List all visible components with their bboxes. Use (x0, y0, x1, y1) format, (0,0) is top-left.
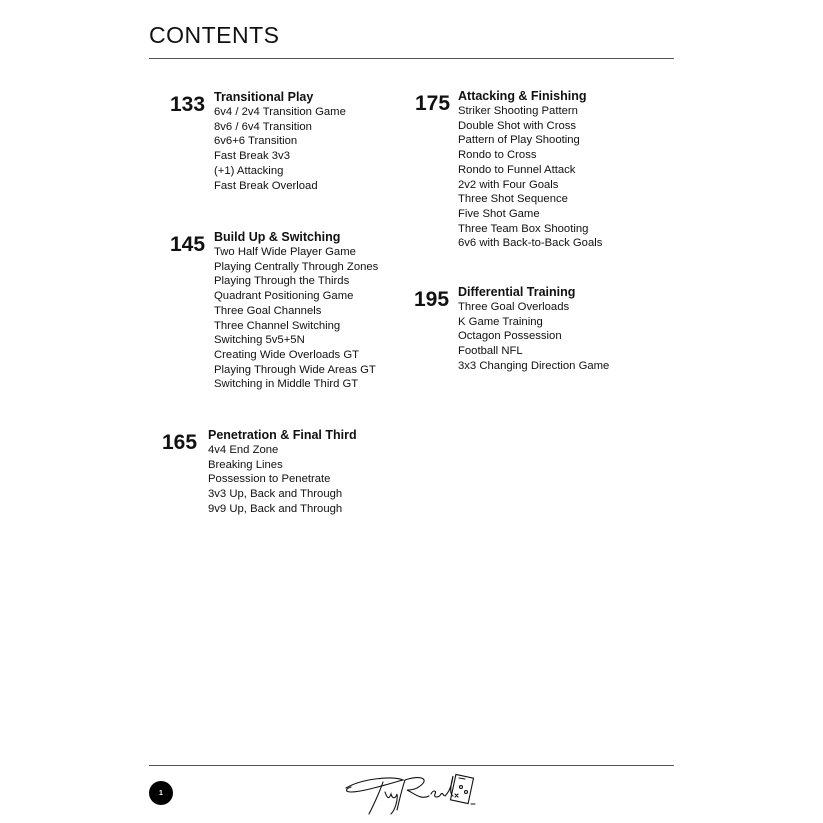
contents-item: Fast Break 3v3 (214, 150, 290, 163)
contents-item: 8v6 / 6v4 Transition (214, 120, 312, 133)
section-page-number: 165 (162, 431, 198, 454)
contents-item: Three Team Box Shooting (458, 222, 589, 235)
contents-item: Creating Wide Overloads GT (214, 348, 360, 361)
contents-item: 3v3 Up, Back and Through (208, 488, 343, 501)
section-heading: Transitional Play (214, 90, 314, 104)
contents-item: Breaking Lines (208, 458, 283, 471)
section-heading: Build Up & Switching (214, 230, 341, 244)
contents-item: Possession to Penetrate (208, 473, 331, 486)
contents-item: Octagon Possession (458, 330, 562, 343)
contents-item: Switching 5v5+5N (214, 334, 305, 347)
section-heading: Differential Training (458, 285, 576, 299)
section-page-number: 175 (415, 92, 451, 115)
contents-item: 6v6+6 Transition (214, 135, 298, 148)
contents-item: K Game Training (458, 315, 543, 328)
header-divider (149, 58, 674, 59)
contents-item: Three Goal Channels (214, 304, 322, 317)
contents-item: Playing Through the Thirds (214, 275, 350, 288)
section-heading: Attacking & Finishing (458, 89, 587, 103)
contents-item: 6v4 / 2v4 Transition Game (214, 106, 346, 118)
section-page-number: 145 (170, 233, 206, 256)
contents-item: Three Shot Sequence (458, 193, 568, 206)
contents-item: Rondo to Cross (458, 149, 537, 162)
contents-item: Playing Through Wide Areas GT (214, 363, 376, 376)
section-heading: Penetration & Final Third (208, 428, 357, 442)
contents-item: 3x3 Changing Direction Game (458, 359, 610, 372)
section-page-number: 195 (414, 288, 450, 311)
contents-item: 9v9 Up, Back and Through (208, 502, 343, 515)
contents-item: Pattern of Play Shooting (458, 134, 580, 147)
contents-item: 2v2 with Four Goals (458, 178, 559, 191)
signature-logo (343, 770, 483, 816)
page-title: CONTENTS (149, 22, 280, 48)
section-body (458, 285, 609, 374)
contents-item: Fast Break Overload (214, 179, 318, 192)
section-body (214, 90, 346, 193)
section-body (458, 89, 602, 251)
contents-item: Football NFL (458, 345, 523, 358)
section-page-number: 133 (170, 93, 206, 116)
contents-item: Striker Shooting Pattern (458, 105, 578, 117)
contents-item: Three Goal Overloads (458, 301, 570, 313)
contents-item: Five Shot Game (458, 207, 540, 220)
contents-item: Quadrant Positioning Game (214, 290, 354, 303)
contents-item: 6v6 with Back-to-Back Goals (458, 237, 603, 250)
contents-item: Double Shot with Cross (458, 119, 577, 132)
contents-item: Playing Centrally Through Zones (214, 260, 379, 273)
contents-item: (+1) Attacking (214, 164, 284, 177)
contents-item: 4v4 End Zone (208, 444, 279, 456)
contents-item: Two Half Wide Player Game (214, 246, 356, 258)
contents-item: Rondo to Funnel Attack (458, 163, 576, 176)
section-body (214, 230, 378, 392)
page-number-badge: 1 (149, 781, 173, 805)
contents-item: Three Channel Switching (214, 319, 341, 332)
footer-divider (149, 765, 674, 766)
section-body (208, 428, 357, 517)
contents-item: Switching in Middle Third GT (214, 378, 359, 391)
